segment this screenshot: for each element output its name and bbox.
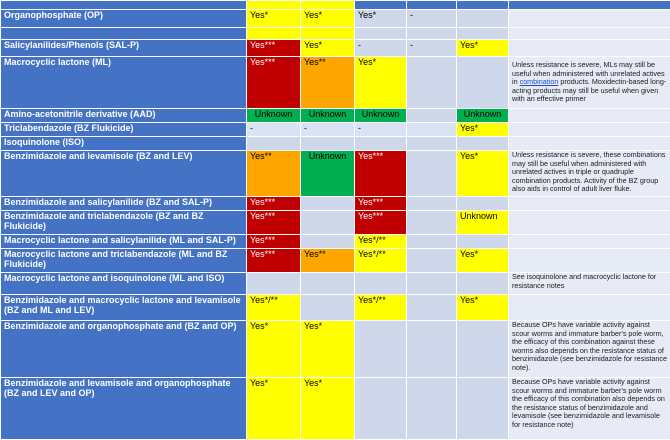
cell-value: [457, 10, 509, 28]
table-row: [1, 151, 670, 197]
cell-value: Unknown: [301, 151, 355, 197]
cell-value: -: [407, 10, 457, 28]
note-cell: [509, 10, 670, 28]
row-label: Organophosphate (OP): [1, 10, 247, 28]
cell-value: Yes*: [301, 10, 355, 28]
cell-value: Yes***: [355, 151, 407, 197]
cell-value: Yes**: [301, 249, 355, 273]
cell-value: -: [407, 40, 457, 57]
cell-value: Yes*: [457, 151, 509, 197]
row-label: Benzimidazole and triclabendazole (BZ and BZ Flukicide): [1, 211, 247, 235]
note-cell: See isoquinolone and macrocyclic lactone for resistance notes: [509, 273, 670, 295]
row-label: Macrocyclic lactone and isoquinolone (ML and ISO): [1, 273, 247, 295]
table-row: [1, 28, 670, 40]
table-row: [1, 197, 670, 211]
cell-value: Yes*: [457, 40, 509, 57]
cell-value: Yes*/**: [247, 295, 301, 321]
note-cell: Because OPs have variable activity against scour worms and immature barber's pole worm the efficacy of this combination also depends on the resistance status of benzimidazole and levamisole (see benzimidazole and levamisole for resistance note): [509, 378, 670, 440]
row-label: Isoquinolone (ISO): [1, 137, 247, 151]
row-label: Macrocyclic lactone and salicylanilide (ML and SAL-P): [1, 235, 247, 249]
cell-value: Yes*: [355, 10, 407, 28]
table-row: [1, 249, 670, 273]
cell-value: Yes*: [247, 321, 301, 378]
header-strip: [1, 1, 670, 10]
row-label: Benzimidazole and levamisole and organophosphate (BZ and LEV and OP): [1, 378, 247, 440]
note-cell: Unless resistance is severe, MLs may still be useful when administered with unrelated actives in combination products. Moxidectin-based long-acting products may still be useful when given with an effective primer: [509, 57, 670, 109]
cell-value: -: [301, 123, 355, 137]
cell-value: -: [355, 123, 407, 137]
cell-value: Unknown: [355, 109, 407, 123]
cell-value: Yes*: [247, 378, 301, 440]
cell-value: Yes*: [301, 40, 355, 57]
cell-value: Yes*: [301, 321, 355, 378]
cell-value: Yes**: [301, 57, 355, 109]
table-row: [1, 295, 670, 321]
cell-value: Yes***: [247, 249, 301, 273]
row-label: Macrocyclic lactone (ML): [1, 57, 247, 109]
cell-value: Yes*: [457, 295, 509, 321]
cell-value: -: [247, 123, 301, 137]
cell-value: Yes***: [247, 235, 301, 249]
row-label: Benzimidazole and levamisole (BZ and LEV): [1, 151, 247, 197]
table-row: [1, 378, 670, 440]
table-row: [1, 57, 670, 109]
row-label: Benzimidazole and macrocyclic lactone and levamisole (BZ and ML and LEV): [1, 295, 247, 321]
note-cell: Because OPs have variable activity against scour worms and immature barber's pole worm, the efficacy of this combination against these worms also depends on the resistance status of benzimidazole (see benzimidazole for resistance note).: [509, 321, 670, 378]
table-row: [1, 321, 670, 378]
cell-value: Yes***: [355, 211, 407, 235]
table-row: [1, 10, 670, 28]
row-label: Triclabendazole (BZ Flukicide): [1, 123, 247, 137]
table-row: [1, 137, 670, 151]
table-row: [1, 211, 670, 235]
row-label: Macrocyclic lactone and triclabendazole (ML and BZ Flukicide): [1, 249, 247, 273]
cell-value: Yes*/**: [355, 249, 407, 273]
note-cell: Unless resistance is severe, these combinations may still be useful when administered with unrelated actives in triple or quadruple combination products. Activity of the BZ group also aids in control of adult liver fluke.: [509, 151, 670, 197]
table-row: [1, 123, 670, 137]
cell-value: Yes*: [457, 123, 509, 137]
row-label: Benzimidazole and organophosphate and (BZ and OP): [1, 321, 247, 378]
combination-link[interactable]: combination: [520, 77, 559, 86]
table-row: [1, 235, 670, 249]
table-row: [1, 109, 670, 123]
table-row: [1, 273, 670, 295]
cell-value: Unknown: [247, 109, 301, 123]
cell-value: Yes***: [247, 197, 301, 211]
cell-value: Yes*: [355, 57, 407, 109]
cell-value: Yes***: [247, 40, 301, 57]
cell-value: Yes***: [247, 211, 301, 235]
row-label: Salicylanilides/Phenols (SAL-P): [1, 40, 247, 57]
cell-value: Yes*: [457, 249, 509, 273]
cell-value: Yes*: [301, 378, 355, 440]
cell-value: Unknown: [457, 211, 509, 235]
row-label: Amino-acetonitrile derivative (AAD): [1, 109, 247, 123]
cell-value: Yes*: [247, 10, 301, 28]
cell-value: Yes*/**: [355, 295, 407, 321]
row-label: [1, 28, 247, 40]
table-row: [1, 40, 670, 57]
cell-value: Yes**: [247, 151, 301, 197]
cell-value: Yes***: [355, 197, 407, 211]
cell-value: Unknown: [301, 109, 355, 123]
cell-value: Unknown: [457, 109, 509, 123]
cell-value: Yes***: [247, 57, 301, 109]
cell-value: -: [355, 40, 407, 57]
row-label: Benzimidazole and salicylanilide (BZ and SAL-P): [1, 197, 247, 211]
cell-value: Yes*/**: [355, 235, 407, 249]
